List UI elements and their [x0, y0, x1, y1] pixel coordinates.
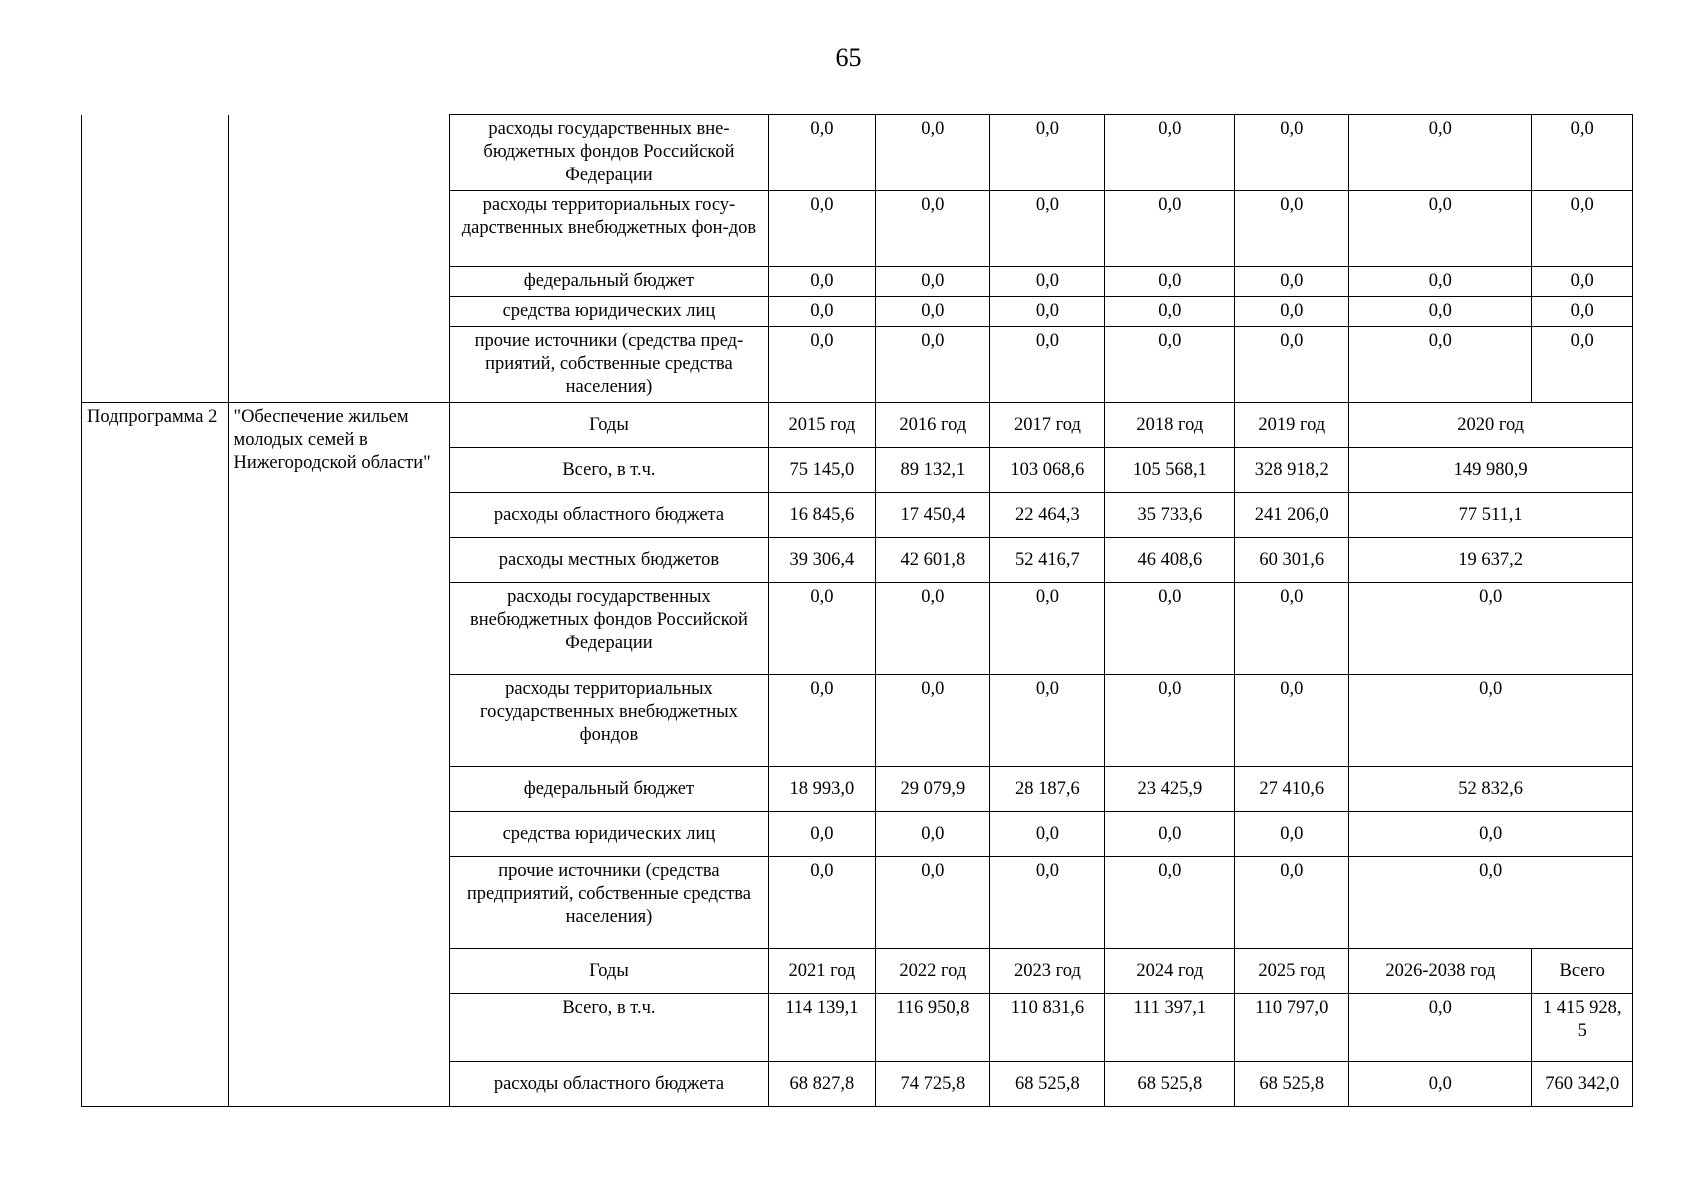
page-number: 65 [835, 43, 862, 72]
row-label: расходы государственных вне-бюджетных фондов Российской Федерации [450, 115, 768, 191]
value-cell: 0,0 [990, 115, 1105, 191]
value-cell: 89 132,1 [876, 448, 990, 493]
value-cell: 0,0 [1105, 857, 1235, 949]
year-header: 2020 год [1349, 403, 1633, 448]
row-label: расходы государственных внебюджетных фондов Российской Федерации [450, 583, 768, 675]
row-label: средства юридических лиц [450, 812, 768, 857]
value-cell: 0,0 [1235, 297, 1349, 327]
value-cell: 110 831,6 [990, 994, 1105, 1062]
empty-code-cell [82, 115, 229, 403]
value-cell: 0,0 [1235, 191, 1349, 267]
value-cell: 0,0 [1349, 812, 1633, 857]
value-cell: 68 525,8 [990, 1062, 1105, 1107]
value-cell: 52 416,7 [990, 538, 1105, 583]
value-cell: 0,0 [1349, 675, 1633, 767]
empty-title-cell [228, 115, 450, 403]
value-cell: 0,0 [990, 267, 1105, 297]
value-cell: 0,0 [990, 297, 1105, 327]
value-cell: 0,0 [768, 812, 876, 857]
value-cell: 68 525,8 [1105, 1062, 1235, 1107]
table-row [82, 115, 1633, 191]
value-cell: 0,0 [1349, 1062, 1532, 1107]
value-cell: 60 301,6 [1235, 538, 1349, 583]
value-cell: 0,0 [1532, 297, 1633, 327]
value-cell: 16 845,6 [768, 493, 876, 538]
row-label: расходы областного бюджета [450, 493, 768, 538]
value-cell: 0,0 [1105, 583, 1235, 675]
year-header: 2019 год [1235, 403, 1349, 448]
value-cell: 0,0 [1235, 583, 1349, 675]
value-cell: 0,0 [1105, 812, 1235, 857]
years-header-label: Годы [450, 403, 768, 448]
value-cell: 760 342,0 [1532, 1062, 1633, 1107]
value-cell: 0,0 [876, 675, 990, 767]
value-cell: 328 918,2 [1235, 448, 1349, 493]
value-cell: 114 139,1 [768, 994, 876, 1062]
value-cell: 0,0 [768, 115, 876, 191]
value-cell: 116 950,8 [876, 994, 990, 1062]
value-cell: 39 306,4 [768, 538, 876, 583]
value-cell: 75 145,0 [768, 448, 876, 493]
value-cell: 0,0 [990, 857, 1105, 949]
year-header: 2022 год [876, 949, 990, 994]
value-cell: 0,0 [1235, 675, 1349, 767]
row-label: расходы территориальных государственных внебюджетных фондов [450, 675, 768, 767]
value-cell: 0,0 [990, 191, 1105, 267]
year-header: 2016 год [876, 403, 990, 448]
value-cell: 0,0 [768, 675, 876, 767]
value-cell: 241 206,0 [1235, 493, 1349, 538]
row-label: Всего, в т.ч. [450, 994, 768, 1062]
value-cell: 0,0 [990, 583, 1105, 675]
value-cell: 42 601,8 [876, 538, 990, 583]
value-cell: 0,0 [1105, 675, 1235, 767]
value-cell: 35 733,6 [1105, 493, 1235, 538]
value-cell: 0,0 [990, 675, 1105, 767]
value-cell: 77 511,1 [1349, 493, 1633, 538]
value-cell: 111 397,1 [1105, 994, 1235, 1062]
value-cell: 0,0 [1532, 191, 1633, 267]
row-label: федеральный бюджет [450, 767, 768, 812]
row-label: Всего, в т.ч. [450, 448, 768, 493]
row-label: расходы территориальных госу-дарственных внебюджетных фон-дов [450, 191, 768, 267]
row-label: прочие источники (средства пред-приятий, собственные средства населения) [450, 327, 768, 403]
value-cell: 0,0 [1349, 297, 1532, 327]
year-header: 2026-2038 год [1349, 949, 1532, 994]
value-cell: 103 068,6 [990, 448, 1105, 493]
value-cell: 23 425,9 [1105, 767, 1235, 812]
value-cell: 0,0 [1105, 327, 1235, 403]
value-cell: 29 079,9 [876, 767, 990, 812]
value-cell: 0,0 [1235, 327, 1349, 403]
row-label: прочие источники (средства предприятий, собственные средства населения) [450, 857, 768, 949]
year-header: 2017 год [990, 403, 1105, 448]
value-cell: 0,0 [1349, 583, 1633, 675]
value-cell: 110 797,0 [1235, 994, 1349, 1062]
row-label: федеральный бюджет [450, 267, 768, 297]
value-cell: 0,0 [876, 583, 990, 675]
value-cell: 1 415 928, 5 [1532, 994, 1633, 1062]
value-cell: 0,0 [1105, 267, 1235, 297]
value-cell: 0,0 [1532, 115, 1633, 191]
value-cell: 0,0 [1105, 297, 1235, 327]
year-header: Всего [1532, 949, 1633, 994]
value-cell: 0,0 [1235, 115, 1349, 191]
value-cell: 46 408,6 [1105, 538, 1235, 583]
value-cell: 0,0 [990, 327, 1105, 403]
value-cell: 0,0 [876, 327, 990, 403]
value-cell: 0,0 [876, 115, 990, 191]
year-header: 2023 год [990, 949, 1105, 994]
value-cell: 19 637,2 [1349, 538, 1633, 583]
year-header: 2021 год [768, 949, 876, 994]
row-label: средства юридических лиц [450, 297, 768, 327]
value-cell: 0,0 [768, 297, 876, 327]
funding-table [81, 114, 1633, 1107]
value-cell: 28 187,6 [990, 767, 1105, 812]
value-cell: 0,0 [876, 812, 990, 857]
year-header: 2015 год [768, 403, 876, 448]
value-cell: 0,0 [768, 267, 876, 297]
value-cell: 0,0 [1105, 191, 1235, 267]
year-header: 2025 год [1235, 949, 1349, 994]
row-label: расходы местных бюджетов [450, 538, 768, 583]
subprogram-title: "Обеспечение жильем молодых семей в Нижегородской области" [228, 403, 450, 1107]
value-cell: 0,0 [1349, 191, 1532, 267]
value-cell: 0,0 [768, 583, 876, 675]
value-cell: 0,0 [768, 327, 876, 403]
value-cell: 22 464,3 [990, 493, 1105, 538]
value-cell: 0,0 [1235, 812, 1349, 857]
value-cell: 68 827,8 [768, 1062, 876, 1107]
value-cell: 0,0 [768, 857, 876, 949]
value-cell: 0,0 [1349, 327, 1532, 403]
row-label: расходы областного бюджета [450, 1062, 768, 1107]
years-header-row [82, 403, 1633, 448]
value-cell: 0,0 [1235, 857, 1349, 949]
value-cell: 0,0 [1349, 994, 1532, 1062]
years-header-label: Годы [450, 949, 768, 994]
value-cell: 0,0 [990, 812, 1105, 857]
year-header: 2018 год [1105, 403, 1235, 448]
value-cell: 52 832,6 [1349, 767, 1633, 812]
value-cell: 0,0 [876, 857, 990, 949]
year-header: 2024 год [1105, 949, 1235, 994]
value-cell: 0,0 [1105, 115, 1235, 191]
subprogram-code: Подпрограмма 2 [82, 403, 229, 1107]
value-cell: 68 525,8 [1235, 1062, 1349, 1107]
value-cell: 0,0 [1532, 267, 1633, 297]
value-cell: 18 993,0 [768, 767, 876, 812]
value-cell: 0,0 [768, 191, 876, 267]
value-cell: 0,0 [876, 267, 990, 297]
value-cell: 105 568,1 [1105, 448, 1235, 493]
value-cell: 0,0 [1532, 327, 1633, 403]
value-cell: 0,0 [876, 191, 990, 267]
value-cell: 17 450,4 [876, 493, 990, 538]
table-body [82, 115, 1633, 1107]
value-cell: 27 410,6 [1235, 767, 1349, 812]
value-cell: 0,0 [876, 297, 990, 327]
value-cell: 0,0 [1349, 857, 1633, 949]
value-cell: 0,0 [1349, 267, 1532, 297]
value-cell: 149 980,9 [1349, 448, 1633, 493]
value-cell: 0,0 [1349, 115, 1532, 191]
value-cell: 74 725,8 [876, 1062, 990, 1107]
value-cell: 0,0 [1235, 267, 1349, 297]
